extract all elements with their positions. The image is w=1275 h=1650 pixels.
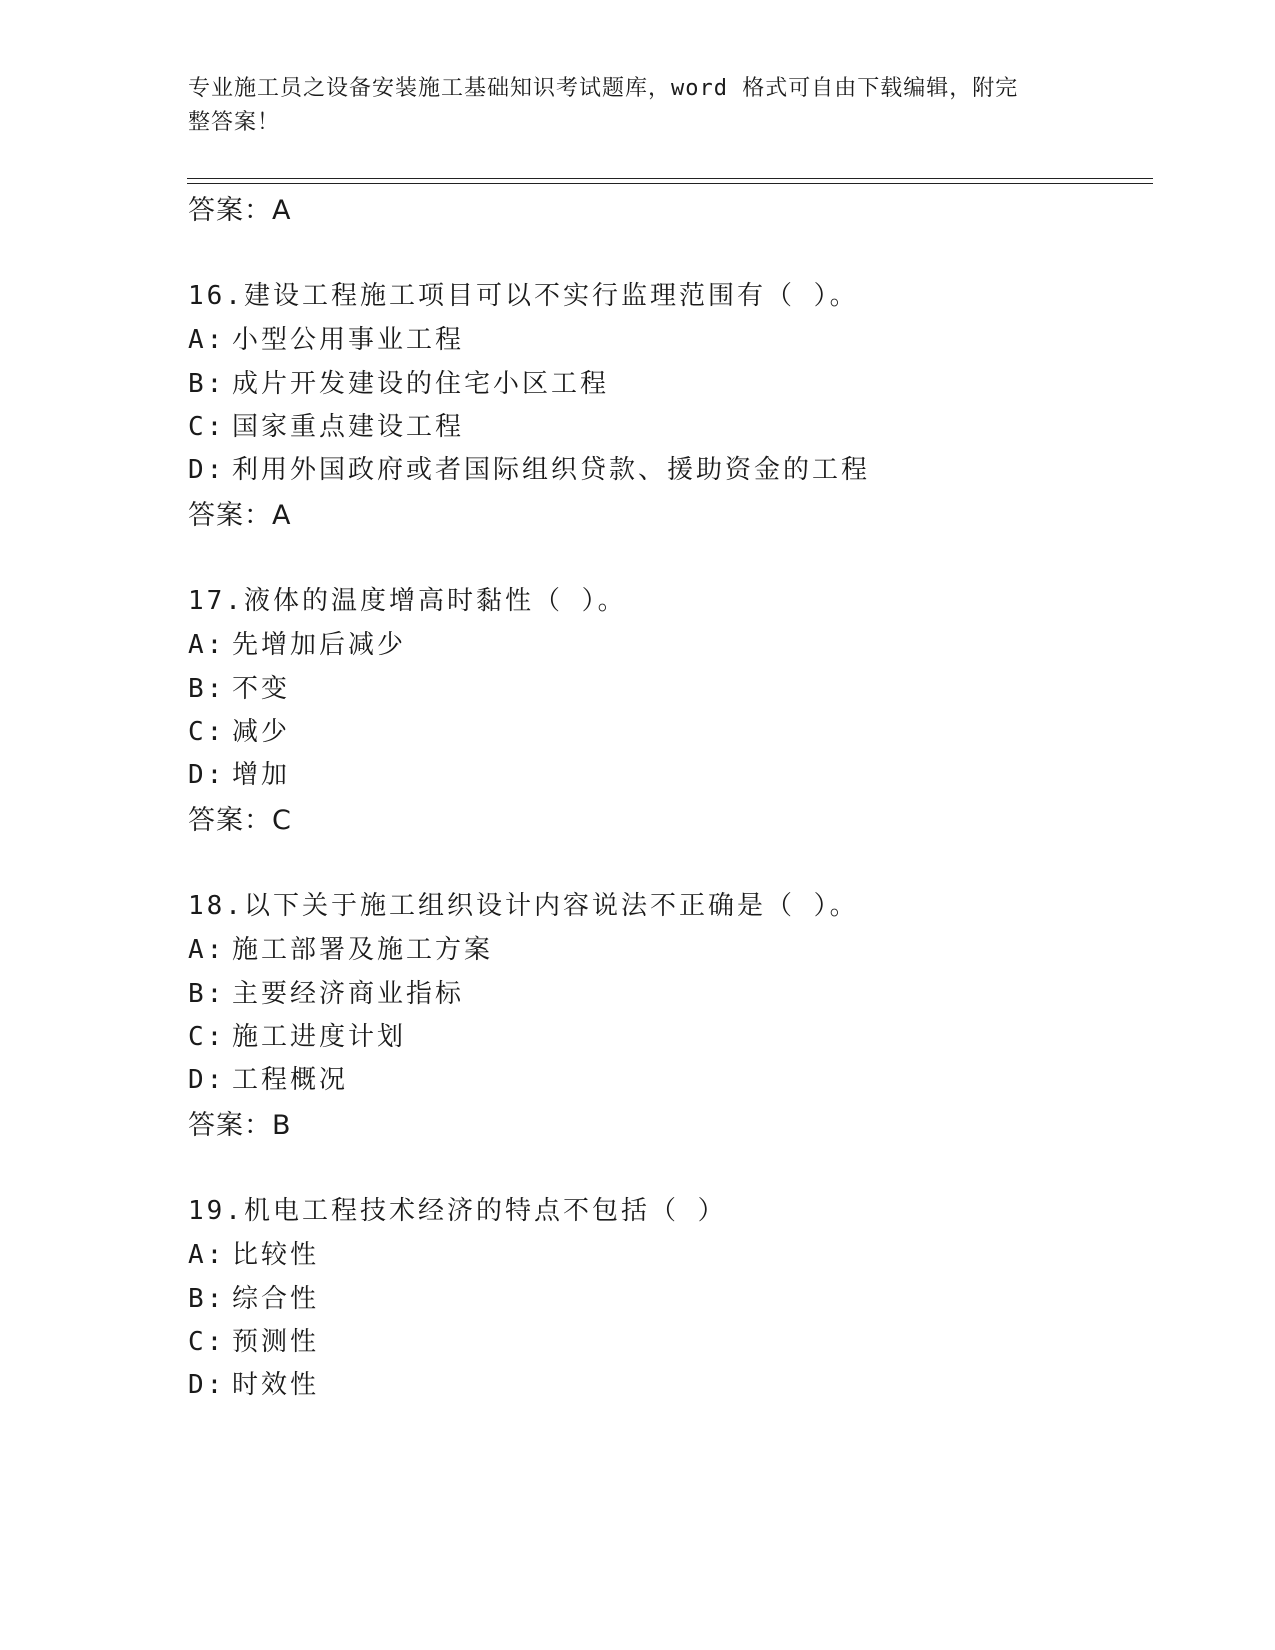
option-b: B: 综合性 bbox=[188, 1284, 320, 1314]
question-stem: 17.液体的温度增高时黏性（ ）。 bbox=[188, 586, 627, 616]
option-c: C: 国家重点建设工程 bbox=[188, 412, 465, 442]
document-header bbox=[188, 72, 1088, 140]
answer: 答案：C bbox=[188, 805, 292, 836]
option-a: A: 比较性 bbox=[188, 1240, 320, 1270]
option-b: B: 不变 bbox=[188, 674, 291, 704]
option-a: A: 先增加后减少 bbox=[188, 630, 407, 660]
option-a: A: 小型公用事业工程 bbox=[188, 325, 465, 355]
option-c: C: 减少 bbox=[188, 717, 291, 747]
option-d: D: 工程概况 bbox=[188, 1065, 349, 1095]
option-b: B: 成片开发建设的住宅小区工程 bbox=[188, 369, 610, 399]
answer: 答案：B bbox=[188, 1110, 292, 1141]
option-d: D: 利用外国政府或者国际组织贷款、援助资金的工程 bbox=[188, 455, 871, 485]
option-b: B: 主要经济商业指标 bbox=[188, 979, 465, 1009]
option-a: A: 施工部署及施工方案 bbox=[188, 935, 494, 965]
header-divider-top bbox=[187, 178, 1153, 179]
option-d: D: 时效性 bbox=[188, 1370, 320, 1400]
question-stem: 18.以下关于施工组织设计内容说法不正确是（ ）。 bbox=[188, 891, 859, 921]
option-c: C: 预测性 bbox=[188, 1327, 320, 1357]
question-stem: 16.建设工程施工项目可以不实行监理范围有（ ）。 bbox=[188, 281, 859, 311]
question-stem: 19.机电工程技术经济的特点不包括（ ） bbox=[188, 1196, 727, 1226]
header-line-1: 专业施工员之设备安装施工基础知识考试题库，word 格式可自由下载编辑，附完 bbox=[188, 76, 1019, 101]
previous-answer: 答案：A bbox=[188, 195, 292, 226]
header-line-2: 整答案！ bbox=[188, 110, 281, 135]
answer: 答案：A bbox=[188, 500, 292, 531]
option-d: D: 增加 bbox=[188, 760, 291, 790]
header-divider-bottom bbox=[187, 183, 1153, 184]
option-c: C: 施工进度计划 bbox=[188, 1022, 407, 1052]
